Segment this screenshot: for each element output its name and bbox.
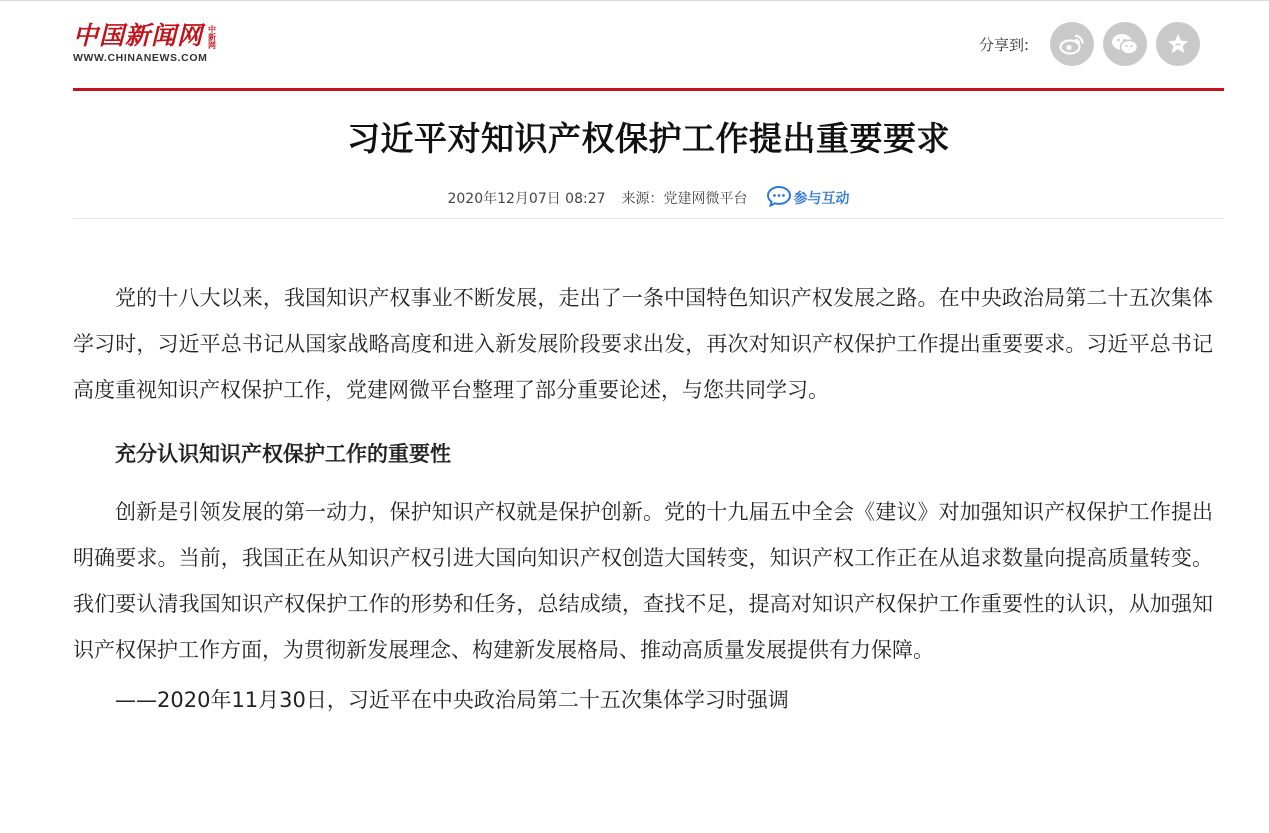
share-wechat-button[interactable]: [1103, 22, 1147, 66]
logo-chinese-text: 中国新闻网: [73, 21, 204, 50]
share-favorite-button[interactable]: [1156, 22, 1200, 66]
publish-date: 2020年12月07日 08:27: [447, 191, 606, 207]
weibo-icon: [1059, 33, 1085, 55]
intro-paragraph: 党的十八大以来，我国知识产权事业不断发展，走出了一条中国特色知识产权发展之路。在中央政治局第二十五次集体学习时，习近平总书记从国家战略高度和进入新发展阶段要求出发，再次对知识产权保护工作提出重要要求。习近平总书记高度重视知识产权保护工作，党建网微平台整理了部分重要论述，与您共同学习。: [73, 286, 1213, 402]
article-title: 习近平对知识产权保护工作提出重要要求: [347, 119, 950, 158]
share-bar: [979, 22, 1200, 66]
wechat-icon: [1111, 32, 1139, 56]
article-body: [73, 275, 1213, 723]
meta-divider: [73, 218, 1224, 219]
section-heading: 充分认识知识产权保护工作的重要性: [115, 442, 451, 466]
logo-url: WWW.CHINANEWS.COM: [73, 52, 208, 64]
site-header: [73, 18, 1224, 74]
quote-attribution: ——2020年11月30日，习近平在中央政治局第二十五次集体学习时强调: [115, 688, 789, 712]
interact-label: 参与互动: [793, 191, 850, 207]
article-meta: [73, 185, 1224, 211]
article-source: 来源：党建网微平台: [621, 191, 748, 207]
top-border: [0, 0, 1269, 1]
share-weibo-button[interactable]: [1050, 22, 1094, 66]
header-divider: [73, 88, 1224, 91]
interact-link[interactable]: [766, 185, 850, 211]
comment-bubble-icon: [766, 185, 794, 211]
body-paragraph: 创新是引领发展的第一动力，保护知识产权就是保护创新。党的十九届五中全会《建议》对加强知识产权保护工作提出明确要求。当前，我国正在从知识产权引进大国向知识产权创造大国转变，知识产权工作正在从追求数量向提高质量转变。我们要认清我国知识产权保护工作的形势和任务，总结成绩，查找不足，提高对知识产权保护工作重要性的认识，从加强知识产权保护工作方面，为贯彻新发展理念、构建新发展格局、推动高质量发展提供有力保障。: [73, 500, 1213, 662]
favorite-star-icon: [1166, 32, 1190, 56]
logo-tag: 中新网: [208, 25, 216, 50]
site-logo[interactable]: [73, 21, 216, 64]
share-label: 分享到:: [978, 35, 1029, 54]
